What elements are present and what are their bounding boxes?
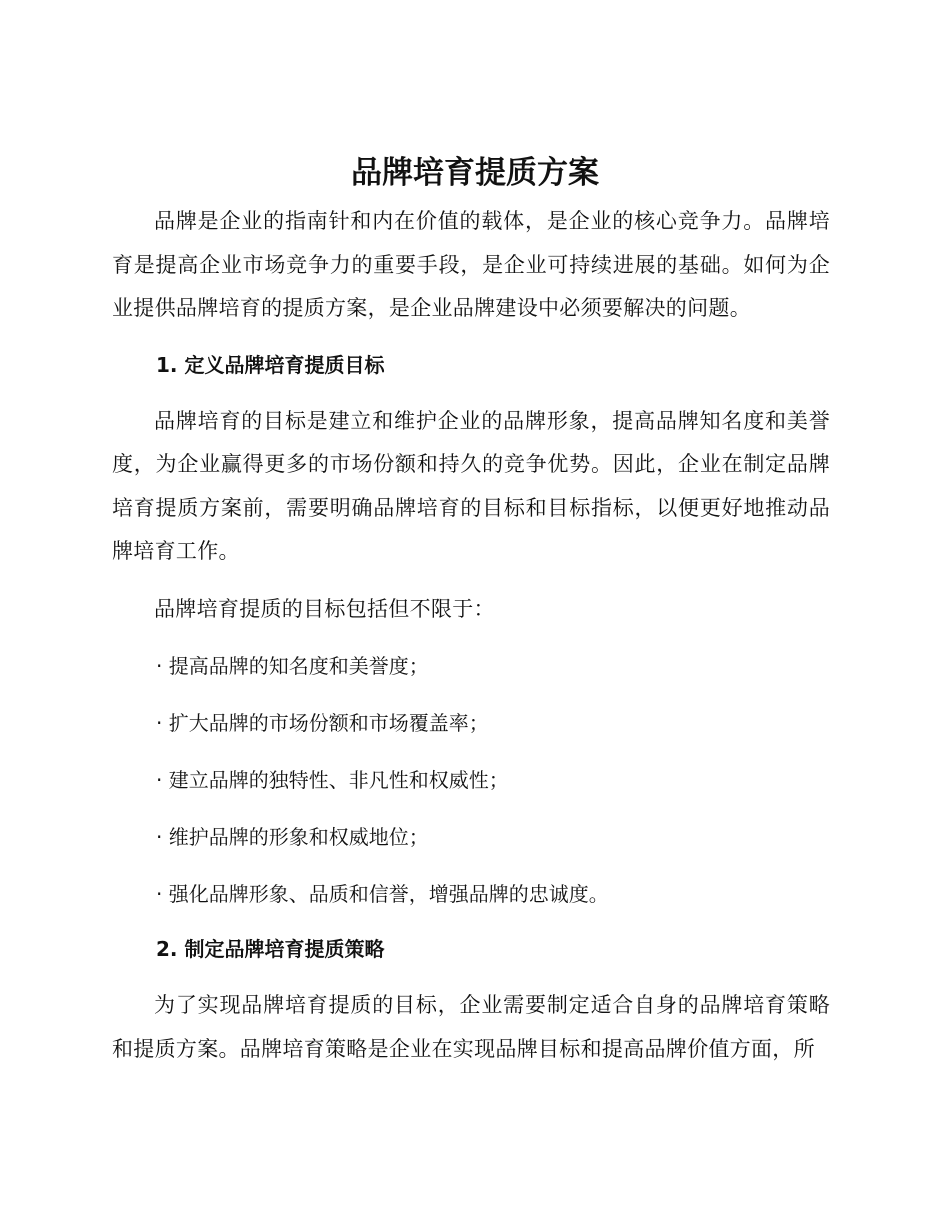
spacer: [112, 574, 830, 588]
goal-list-item: · 建立品牌的独特性、非凡性和权威性；: [156, 768, 509, 792]
goal-list-item: · 扩大品牌的市场份额和市场覆盖率；: [156, 711, 489, 735]
document-title: 品牌培育提质方案: [351, 155, 599, 191]
section-1-paragraph-2: 品牌培育提质的目标包括但不限于：: [154, 596, 495, 621]
intro-paragraph: 品牌是企业的指南针和内在价值的载体，是企业的核心竞争力。品牌培育是提高企业市场竞争力的重要手段，是企业可持续进展的基础。如何为企业提供品牌培育的提质方案，是企业品牌建设中必须要解决的问题。: [112, 209, 830, 320]
section-1-paragraph-1: 品牌培育的目标是建立和维护企业的品牌形象，提高品牌知名度和美誉度，为企业赢得更多的市场份额和持久的竞争优势。因此，企业在制定品牌培育提质方案前，需要明确品牌培育的目标和目标指标，以便更好地推动品牌培育工作。: [112, 408, 830, 563]
spacer: [112, 631, 830, 645]
document-body: [112, 200, 830, 1071]
goal-list-item: · 强化品牌形象、品质和信誉，增强品牌的忠诚度。: [156, 882, 609, 906]
section-1-heading: 1. 定义品牌培育提质目标: [156, 352, 385, 377]
goal-list: [112, 645, 830, 916]
goal-list-item: · 提高品牌的知名度和美誉度；: [156, 654, 429, 678]
section-2-heading: 2. 制定品牌培育提质策略: [156, 937, 385, 961]
section-2-paragraph-1: 为了实现品牌培育提质的目标，企业需要制定适合自身的品牌培育策略和提质方案。品牌培育策略是企业在实现品牌目标和提高品牌价值方面，所: [112, 993, 830, 1061]
goal-list-item: · 维护品牌的形象和权威地位；: [156, 825, 429, 849]
